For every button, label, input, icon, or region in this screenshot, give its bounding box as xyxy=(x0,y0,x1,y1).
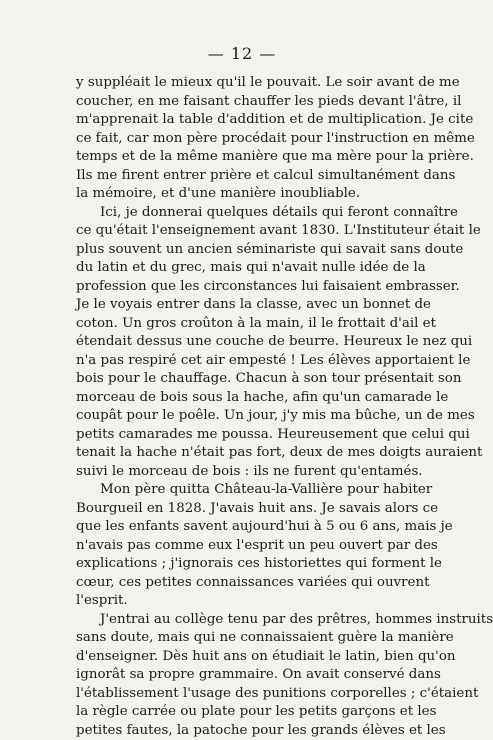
text-line: coucher, en me faisant chauffer les pieds devant l'âtre, il xyxy=(76,93,412,112)
paragraph xyxy=(76,611,412,740)
text-line: Ici, je donnerai quelques détails qui feront connaître xyxy=(76,204,412,223)
text-line: étendait dessus une couche de beurre. Heureux le nez qui xyxy=(76,333,412,352)
text-line: profession que les circonstances lui faisaient embrasser. xyxy=(76,278,412,297)
text-line: n'avais pas comme eux l'esprit un peu ouvert par des xyxy=(76,537,412,556)
text-line: Je le voyais entrer dans la classe, avec un bonnet de xyxy=(76,296,412,315)
text-line: coton. Un gros croûton à la main, il le frottait d'ail et xyxy=(76,315,412,334)
text-line: plus souvent un ancien séminariste qui savait sans doute xyxy=(76,241,412,260)
text-line: temps et de la même manière que ma mère pour la prière. xyxy=(76,148,412,167)
text-line: morceau de bois sous la hache, afin qu'un camarade le xyxy=(76,389,412,408)
page-number: — 12 — xyxy=(0,44,484,63)
text-line: Ils me firent entrer prière et calcul simultanément dans xyxy=(76,167,412,186)
text-line: l'établissement l'usage des punitions corporelles ; c'étaient xyxy=(76,685,412,704)
text-line: y suppléait le mieux qu'il le pouvait. Le soir avant de me xyxy=(76,74,412,93)
text-line: Mon père quitta Château-la-Vallière pour habiter xyxy=(76,481,412,500)
text-line: coupât pour le poêle. Un jour, j'y mis ma bûche, un de mes xyxy=(76,407,412,426)
text-line: explications ; j'ignorais ces historiettes qui forment le xyxy=(76,555,412,574)
text-line: suivi le morceau de bois : ils ne furent qu'entamés. xyxy=(76,463,412,482)
text-line: sans doute, mais qui ne connaissaient guère la manière xyxy=(76,629,412,648)
text-line: Bourgueil en 1828. J'avais huit ans. Je savais alors ce xyxy=(76,500,412,519)
text-line: que les enfants savent aujourd'hui à 5 ou 6 ans, mais je xyxy=(76,518,412,537)
text-line: ce fait, car mon père procédait pour l'instruction en même xyxy=(76,130,412,149)
text-line: la mémoire, et d'une manière inoubliable. xyxy=(76,185,412,204)
text-line: ce qu'était l'enseignement avant 1830. L'Instituteur était le xyxy=(76,222,412,241)
text-line: l'esprit. xyxy=(76,592,412,611)
paragraph xyxy=(76,481,412,611)
text-line: ignorât sa propre grammaire. On avait conservé dans xyxy=(76,666,412,685)
text-line: du latin et du grec, mais qui n'avait nulle idée de la xyxy=(76,259,412,278)
paragraph xyxy=(76,74,412,204)
text-line: petits camarades me poussa. Heureusement que celui qui xyxy=(76,426,412,445)
text-line: J'entrai au collège tenu par des prêtres, hommes instruits xyxy=(76,611,412,630)
text-line: m'apprenait la table d'addition et de multiplication. Je cite xyxy=(76,111,412,130)
text-line: tenait la hache n'était pas fort, deux de mes doigts auraient xyxy=(76,444,412,463)
text-line: d'enseigner. Dès huit ans on étudiait le latin, bien qu'on xyxy=(76,648,412,667)
text-line: petites fautes, la patoche pour les grands élèves et les xyxy=(76,722,412,740)
paragraph xyxy=(76,204,412,482)
body-text xyxy=(76,74,412,740)
text-line: cœur, ces petites connaissances variées qui ouvrent xyxy=(76,574,412,593)
text-line: la règle carrée ou plate pour les petits garçons et les xyxy=(76,703,412,722)
text-line: n'a pas respiré cet air empesté ! Les élèves apportaient le xyxy=(76,352,412,371)
text-line: bois pour le chauffage. Chacun à son tour présentait son xyxy=(76,370,412,389)
